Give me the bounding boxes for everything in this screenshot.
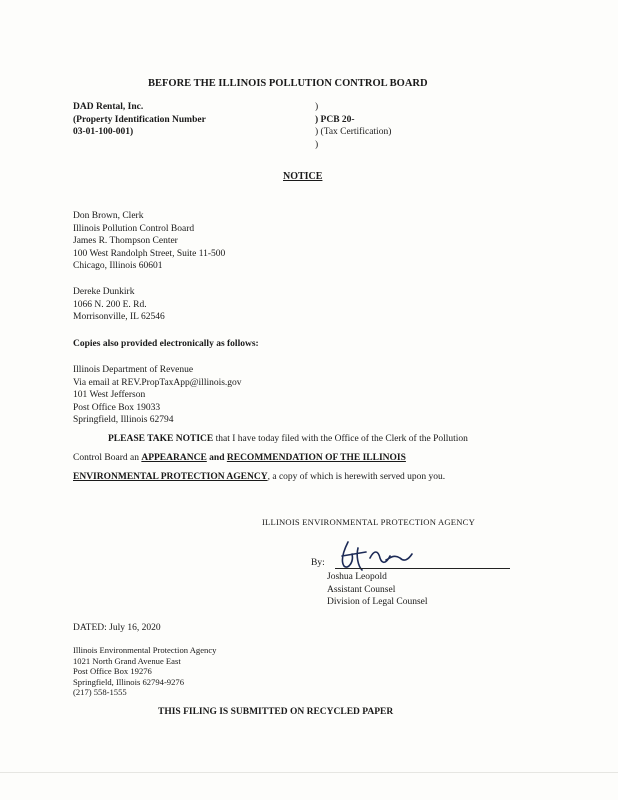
phone-line: (217) 558-1555 xyxy=(73,687,127,698)
signer-title: Assistant Counsel xyxy=(327,584,396,595)
address-line: 100 West Randolph Street, Suite 11-500 xyxy=(73,248,226,259)
docket-number: ) PCB 20- xyxy=(315,114,355,125)
copies-heading: Copies also provided electronically as follows: xyxy=(73,339,259,349)
notice-body-line-1 xyxy=(108,433,468,446)
by-label: By: xyxy=(311,558,325,568)
notice-and: and xyxy=(206,453,227,463)
address-line: Dereke Dunkirk xyxy=(73,287,135,297)
address-line: Springfield, Illinois 62794 xyxy=(73,415,174,425)
caption-line: (Property Identification Number xyxy=(73,114,206,125)
address-line: 1021 North Grand Avenue East xyxy=(73,655,181,666)
notice-text: , a copy of which is herewith served upon you. xyxy=(267,472,446,482)
document-title: BEFORE THE ILLINOIS POLLUTION CONTROL BOARD xyxy=(148,78,428,89)
address-line: Illinois Department of Revenue xyxy=(73,365,194,375)
notice-body-line-2 xyxy=(73,452,406,465)
copies-recipient xyxy=(73,364,242,427)
signature-agency: ILLINOIS ENVIRONMENTAL PROTECTION AGENCY xyxy=(262,517,475,527)
address-line: Morrisonville, IL 62546 xyxy=(73,312,165,322)
caption-parties xyxy=(73,101,206,139)
appearance-doc: APPEARANCE xyxy=(141,453,207,463)
signer-block xyxy=(327,571,428,609)
notice-body-line-3 xyxy=(73,471,445,484)
signer-name: Joshua Leopold xyxy=(327,572,387,582)
footer-address xyxy=(73,645,216,698)
address-line: Illinois Pollution Control Board xyxy=(73,223,195,234)
notice-text: Control Board an xyxy=(73,453,142,463)
caption-docket xyxy=(315,101,391,151)
caption-line: 03-01-100-001) xyxy=(73,127,134,137)
signature-line xyxy=(335,568,510,569)
caption-paren: ) xyxy=(315,102,319,112)
address-line: James R. Thompson Center xyxy=(73,236,178,246)
address-line: Post Office Box 19276 xyxy=(73,666,152,677)
recipient-petitioner xyxy=(73,286,165,324)
address-line: 101 West Jefferson xyxy=(73,390,146,400)
address-line: Post Office Box 19033 xyxy=(73,402,161,413)
address-line: Don Brown, Clerk xyxy=(73,211,144,221)
notice-text: that I have today filed with the Office of the Clerk of the Pollution xyxy=(213,434,468,444)
caption-line: DAD Rental, Inc. xyxy=(73,102,144,112)
email-line: Via email at REV.PropTaxApp@illinois.gov xyxy=(73,377,242,388)
handwritten-signature xyxy=(330,536,420,576)
caption-paren: ) xyxy=(315,139,319,150)
scan-artifact-line xyxy=(0,772,618,773)
address-line: Illinois Environmental Protection Agency xyxy=(73,645,217,655)
address-line: Springfield, Illinois 62794-9276 xyxy=(73,676,184,687)
recipient-clerk xyxy=(73,210,225,273)
case-type: ) (Tax Certification) xyxy=(315,127,392,137)
recycled-paper-notice: THIS FILING IS SUBMITTED ON RECYCLED PAPER xyxy=(158,707,394,717)
address-line: 1066 N. 200 E. Rd. xyxy=(73,299,147,310)
notice-heading: NOTICE xyxy=(283,171,323,182)
signer-division: Division of Legal Counsel xyxy=(327,597,428,607)
dated-line: DATED: July 16, 2020 xyxy=(73,623,161,633)
agency-name: ENVIRONMENTAL PROTECTION AGENCY xyxy=(73,472,268,482)
notice-lead: PLEASE TAKE NOTICE xyxy=(108,434,214,444)
recommendation-doc: RECOMMENDATION OF THE ILLINOIS xyxy=(226,453,406,463)
address-line: Chicago, Illinois 60601 xyxy=(73,261,163,271)
